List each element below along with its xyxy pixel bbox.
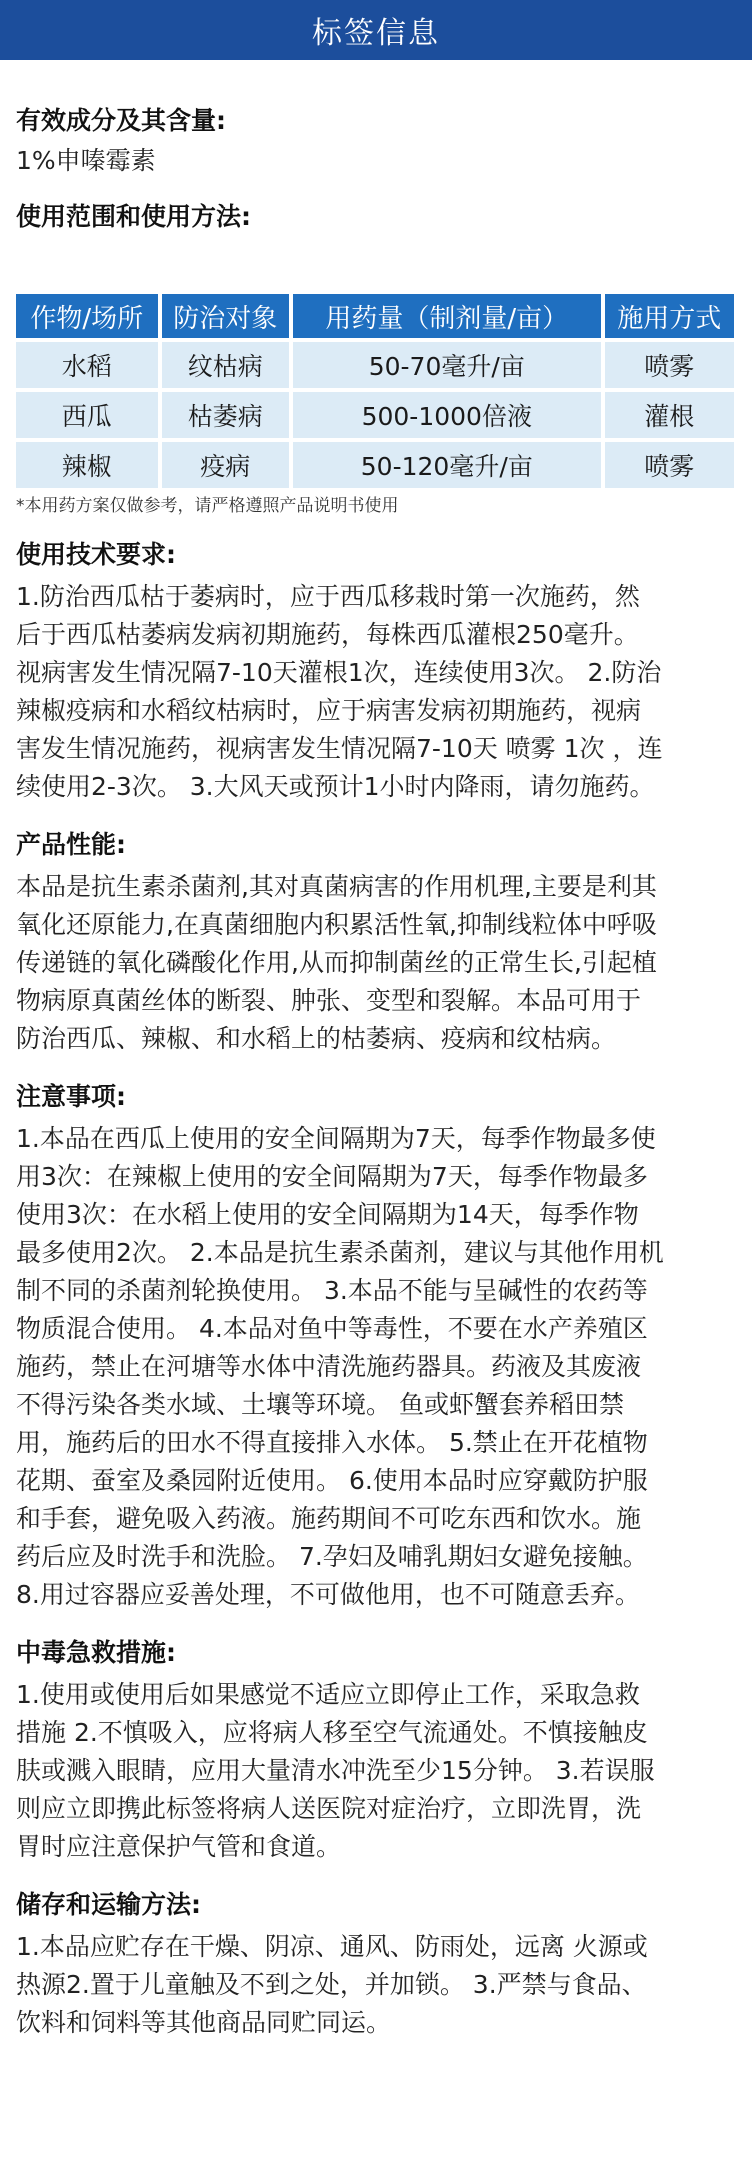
table-cell: 灌根 [605,392,735,438]
page-header [0,0,752,60]
text-line: 不得污染各类水域、土壤等环境。 鱼或虾蟹套养稻田禁 [16,1390,624,1419]
text-line: 胃时应注意保护气管和食道。 [16,1832,342,1861]
table-cell: 枯萎病 [162,392,289,438]
text-line: 花期、蚕室及桑园附近使用。 6.使用本品时应穿戴防护服 [16,1466,648,1495]
text-line: 药后应及时洗手和洗脸。 7.孕妇及哺乳期妇女避免接触。 [16,1542,648,1571]
text-line: 传递链的氧化磷酸化作用,从而抑制菌丝的正常生长,引起植 [16,948,657,977]
text-line: 害发生情况施药，视病害发生情况隔7-10天 喷雾 1次 ，连 [16,734,663,763]
text-line: 和手套，避免吸入药液。施药期间不可吃东西和饮水。施 [16,1504,642,1533]
storage-section [16,1888,736,2042]
text-line: 视病害发生情况隔7-10天灌根1次，连续使用3次。 2.防治 [16,658,662,687]
text-line: 饮料和饲料等其他商品同贮同运。 [16,2008,392,2037]
table-row [16,392,734,438]
text-line: 防治西瓜、辣椒、和水稻上的枯萎病、疫病和纹枯病。 [16,1024,617,1053]
table-cell: 疫病 [162,442,289,488]
table-header-row [16,294,734,338]
text-line: 本品是抗生素杀菌剂,其对真菌病害的作用机理,主要是利其 [16,872,657,901]
text-line: 制不同的杀菌剂轮换使用。 3.本品不能与呈碱性的农药等 [16,1276,648,1305]
table-row [16,442,734,488]
text-line: 后于西瓜枯萎病发病初期施药，每株西瓜灌根250毫升。 [16,620,639,649]
firstaid-text [16,1676,736,1866]
usage-note: *本用药方案仅做参考，请严格遵照产品说明书使用 [16,496,399,516]
text-line: 1.本品在西瓜上使用的安全间隔期为7天，每季作物最多使 [16,1124,656,1153]
tech-section [16,538,736,806]
text-line: 8.用过容器应妥善处理，不可做他用，也不可随意丢弃。 [16,1580,640,1609]
table-cell: 50-120毫升/亩 [293,442,600,488]
storage-title: 储存和运输方法: [16,1890,201,1919]
text-line: 热源2.置于儿童触及不到之处，并加锁。 3.严禁与食品、 [16,1970,647,1999]
dosage-table [12,290,738,492]
ingredient-title: 有效成分及其含量: [16,106,226,135]
text-line: 用3次：在辣椒上使用的安全间隔期为7天，每季作物最多 [16,1162,648,1191]
performance-text [16,868,736,1058]
text-line: 使用3次：在水稻上使用的安全间隔期为14天，每季作物 [16,1200,639,1229]
label-content [0,104,752,2042]
table-header-cell: 作物/场所 [16,294,158,338]
table-cell: 喷雾 [605,342,735,388]
usage-section [16,200,736,518]
usage-title: 使用范围和使用方法: [16,202,251,231]
page-title: 标签信息 [312,16,440,51]
table-header-cell: 防治对象 [162,294,289,338]
caution-section [16,1080,736,1614]
ingredient-section [16,104,736,180]
text-line: 氧化还原能力,在真菌细胞内积累活性氧,抑制线粒体中呼吸 [16,910,657,939]
text-line: 物质混合使用。 4.本品对鱼中等毒性，不要在水产养殖区 [16,1314,648,1343]
text-line: 续使用2-3次。 3.大风天或预计1小时内降雨，请勿施药。 [16,772,655,801]
table-cell: 50-70毫升/亩 [293,342,600,388]
table-cell: 西瓜 [16,392,158,438]
text-line: 最多使用2次。 2.本品是抗生素杀菌剂，建议与其他作用机 [16,1238,664,1267]
firstaid-title: 中毒急救措施: [16,1638,176,1667]
text-line: 措施 2.不慎吸入，应将病人移至空气流通处。不慎接触皮 [16,1718,648,1747]
table-header-cell: 用药量（制剂量/亩） [293,294,600,338]
table-cell: 水稻 [16,342,158,388]
text-line: 施药，禁止在河塘等水体中清洗施药器具。药液及其废液 [16,1352,642,1381]
text-line: 辣椒疫病和水稻纹枯病时，应于病害发病初期施药，视病 [16,696,642,725]
table-cell: 500-1000倍液 [293,392,600,438]
caution-title: 注意事项: [16,1082,126,1111]
text-line: 1.防治西瓜枯于萎病时，应于西瓜移栽时第一次施药，然 [16,582,640,611]
tech-title: 使用技术要求: [16,540,176,569]
text-line: 肤或溅入眼睛，应用大量清水冲洗至少15分钟。 3.若误服 [16,1756,655,1785]
text-line: 1.本品应贮存在干燥、阴凉、通风、防雨处，远离 火源或 [16,1932,648,1961]
table-row [16,342,734,388]
ingredient-text: 1%申嗪霉素 [16,146,156,175]
text-line: 用，施药后的田水不得直接排入水体。 5.禁止在开花植物 [16,1428,648,1457]
text-line: 1.使用或使用后如果感觉不适应立即停止工作，采取急救 [16,1680,640,1709]
text-line: 物病原真菌丝体的断裂、肿张、变型和裂解。本品可用于 [16,986,642,1015]
text-line: 则应立即携此标签将病人送医院对症治疗，立即洗胃，洗 [16,1794,642,1823]
performance-section [16,828,736,1058]
performance-title: 产品性能: [16,830,126,859]
table-cell: 纹枯病 [162,342,289,388]
table-cell: 辣椒 [16,442,158,488]
table-cell: 喷雾 [605,442,735,488]
storage-text [16,1928,736,2042]
tech-text [16,578,736,806]
firstaid-section [16,1636,736,1866]
table-header-cell: 施用方式 [605,294,735,338]
caution-text [16,1120,736,1614]
